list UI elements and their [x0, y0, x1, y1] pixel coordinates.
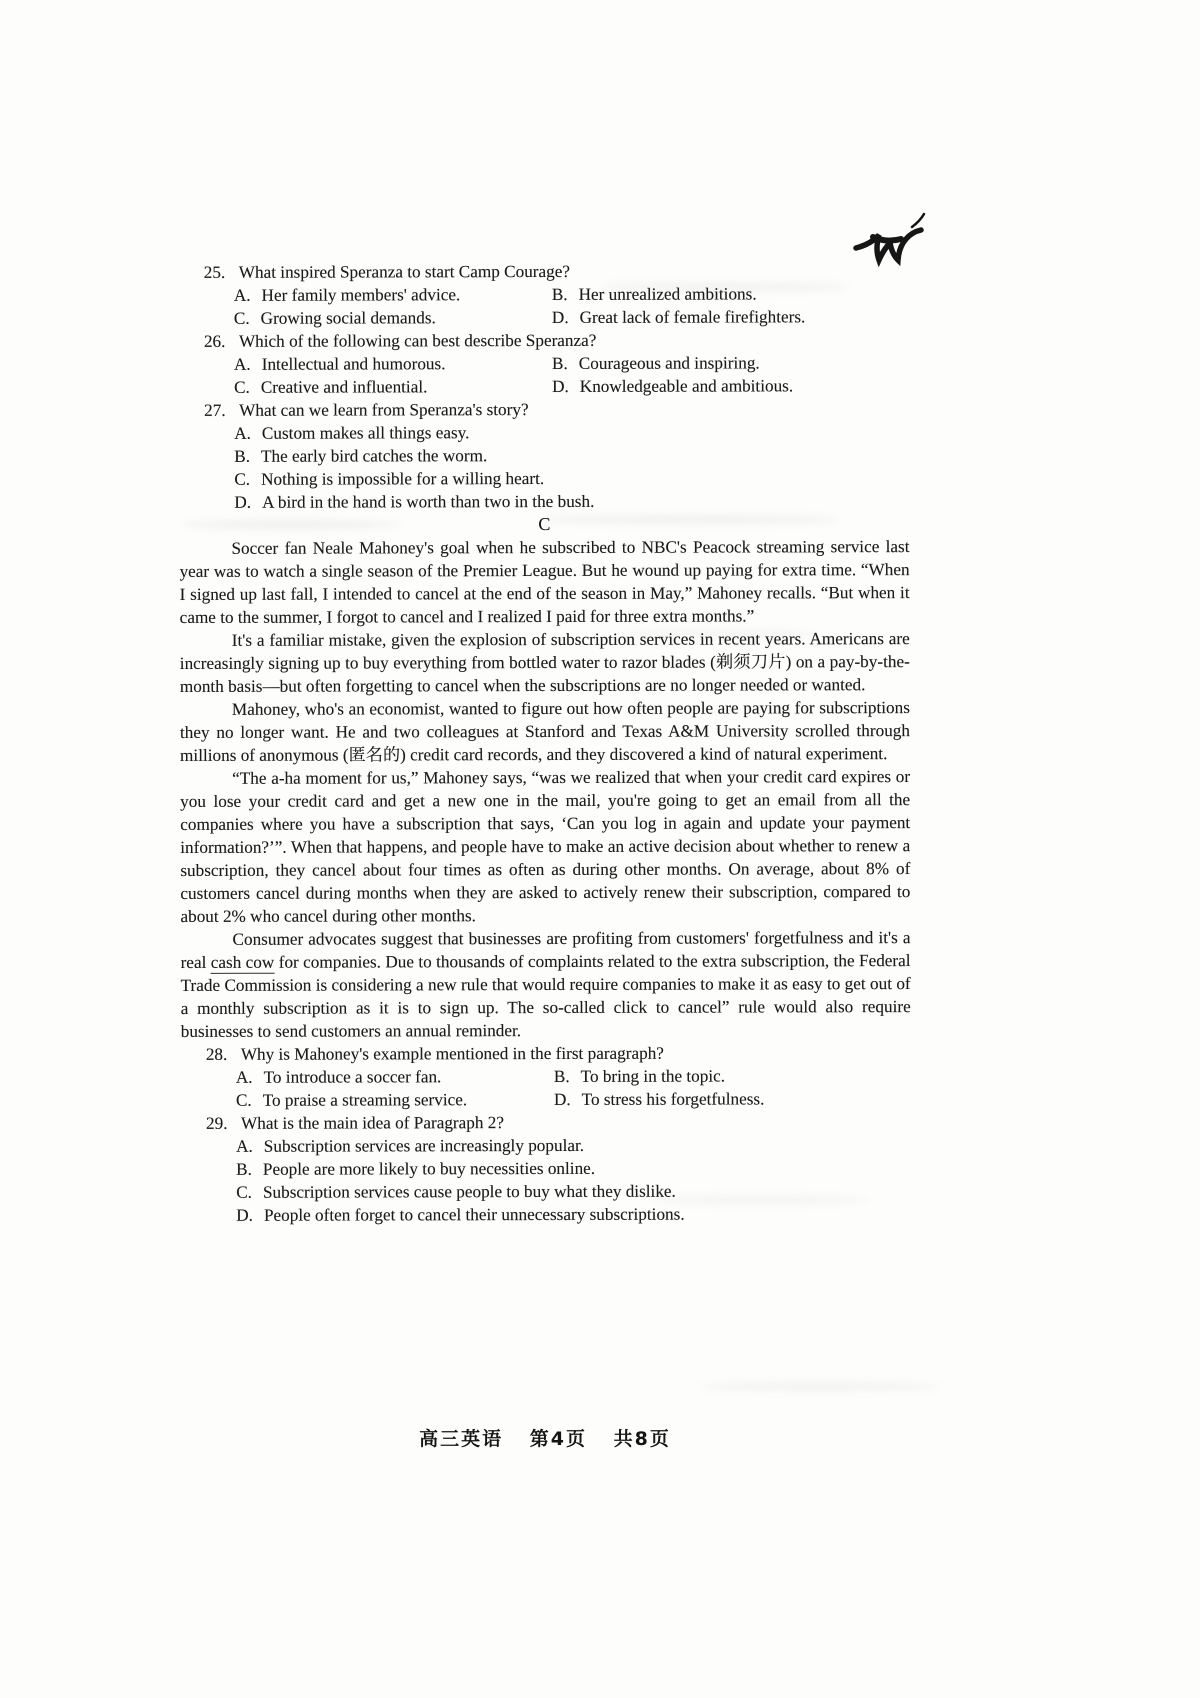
question-number: 25. [203, 262, 226, 282]
option-label: A. [236, 1136, 253, 1156]
question-number: 28. [205, 1044, 228, 1064]
option-label: B. [551, 353, 568, 373]
option-text: Her unrealized ambitions. [578, 284, 757, 304]
option-text: People are more likely to buy necessities online. [262, 1158, 596, 1179]
option-26b [552, 351, 760, 375]
section-c-heading: C [538, 513, 551, 535]
passage-paragraph-4: “The a-ha moment for us,” Mahoney says, “was we realized that when your credit card expires or you lose your credit card and get a new one in the mail, you're going to get an email from all the companies where you have a subscription that says, ‘Can you log in again and update your payment information?’”. When that happens, and people have to make an active decision about whether to renew a subscription, they cancel about four times as often as during other months. On average, about 8% of customers cancel during months when they are asked to actively renew their subscription, compared to about 2% who cancel during other months. [180, 767, 911, 926]
option-text: Knowledgeable and ambitious. [579, 376, 794, 396]
option-label: B. [553, 1066, 570, 1086]
question-prompt: What is the main idea of Paragraph 2? [240, 1113, 504, 1133]
option-25d [552, 305, 805, 329]
option-label: D. [234, 492, 252, 512]
option-29a [236, 1133, 911, 1158]
option-28c [236, 1088, 554, 1112]
question-29 [181, 1110, 911, 1227]
option-text: Courageous and inspiring. [578, 353, 760, 373]
option-27a [234, 420, 909, 445]
option-text: To praise a streaming service. [262, 1090, 468, 1110]
exam-content [179, 259, 912, 1227]
question-27 [179, 397, 909, 514]
underlined-phrase: cash cow [210, 952, 275, 972]
option-text: Creative and influential. [260, 377, 428, 397]
option-text: People often forget to cancel their unnecessary subscriptions. [263, 1204, 685, 1225]
option-label: D. [236, 1205, 253, 1225]
option-label: D. [552, 376, 569, 396]
option-26d [552, 374, 793, 398]
option-label: C. [235, 1090, 252, 1110]
passage-paragraph-5 [180, 926, 910, 1043]
option-text: Subscription services are increasingly popular. [263, 1135, 585, 1156]
footer-page-number: 第4页 [529, 1428, 587, 1450]
option-27b [234, 443, 909, 468]
question-26 [179, 328, 909, 399]
option-28b [554, 1065, 725, 1088]
option-label: D. [553, 1089, 571, 1109]
option-label: A. [233, 285, 251, 305]
option-text: A bird in the hand is worth than two in the bush. [262, 491, 595, 512]
option-text: To stress his forgetfulness. [581, 1089, 765, 1109]
option-29c [236, 1179, 911, 1204]
paragraph-text: Consumer advocates suggest that businesses are profiting from customers' forgetfulness and it's a real [180, 928, 911, 972]
option-25a [234, 283, 552, 307]
option-25c [234, 306, 552, 330]
question-28 [181, 1041, 911, 1112]
question-number: 27. [204, 400, 226, 420]
option-text: Nothing is impossible for a willing heart. [261, 469, 545, 489]
question-prompt: Which of the following can best describe Speranza? [238, 330, 597, 351]
option-text: Custom makes all things easy. [261, 423, 470, 443]
question-25 [179, 259, 909, 330]
question-number: 26. [203, 331, 226, 351]
passage-paragraph-3: Mahoney, who's an economist, wanted to figure out how often people are paying for subscriptions they no longer want. He and two colleagues at Stanford and Texas A&M University scrolled through millions of anonymous (匿名的) credit card records, and they discovered a kind of natural experiment. [179, 698, 910, 765]
option-text: Subscription services cause people to buy what they dislike. [262, 1181, 676, 1202]
scan-smudge [700, 1382, 940, 1391]
question-prompt: What inspired Speranza to start Camp Courage? [238, 261, 571, 282]
option-text: To introduce a soccer fan. [263, 1067, 442, 1087]
option-label: B. [551, 284, 568, 304]
option-label: D. [551, 307, 569, 327]
passage-paragraph-1: Soccer fan Neale Mahoney's goal when he subscribed to NBC's Peacock streaming service last year was to watch a single season of the Premier League. But he wound up paying for extra time. “When I signed up last fall, I intended to cancel at the end of the season in May,” Mahoney recalls. “But when it came to the summer, I forgot to cancel and I realized I paid for three extra months.” [179, 537, 910, 627]
option-text: The early bird catches the worm. [260, 446, 488, 466]
option-label: B. [236, 1159, 252, 1179]
option-26a [234, 352, 552, 376]
option-text: Growing social demands. [260, 308, 436, 328]
option-27d [234, 489, 909, 514]
question-prompt: What can we learn from Speranza's story? [239, 400, 529, 420]
option-label: A. [235, 1067, 253, 1087]
option-label: C. [233, 308, 250, 328]
option-label: A. [234, 423, 251, 443]
option-text: Great lack of female firefighters. [579, 307, 806, 327]
option-29d [236, 1202, 911, 1227]
option-label: C. [236, 1182, 252, 1202]
option-text: Her family members' advice. [261, 285, 461, 305]
option-28a [236, 1065, 554, 1089]
footer-course-label: 高三英语 [419, 1428, 504, 1450]
option-26c [234, 375, 552, 399]
option-label: C. [234, 377, 250, 397]
option-28d [554, 1087, 765, 1111]
option-label: B. [234, 446, 251, 466]
question-number: 29. [205, 1113, 228, 1133]
question-prompt: Why is Mahoney's example mentioned in the first paragraph? [240, 1043, 664, 1064]
option-text: To bring in the topic. [580, 1066, 726, 1086]
passage-paragraph-2: It's a familiar mistake, given the explosion of subscription services in recent years. Americans are increasingly signing up to buy everything from bottled water to razor blades (剃须刀片) on a pay-by-the-month basis—but often forgetting to cancel when the subscriptions are no longer needed or wanted. [179, 629, 910, 696]
option-27c [234, 466, 909, 491]
option-label: A. [233, 354, 251, 374]
footer-total-pages: 共8页 [613, 1428, 671, 1450]
paragraph-text: for companies. Due to thousands of complaints related to the extra subscription, the Federal Trade Commission is considering a new rule that would require companies to make it as easy to get out of a monthly subscription as it is to sign up. The so-called click to cancel” rule would also require businesses to send customers an annual reminder. [180, 951, 911, 1041]
option-label: C. [234, 469, 251, 489]
page-footer [180, 1424, 910, 1451]
option-text: Intellectual and humorous. [261, 354, 446, 374]
option-29b [236, 1156, 911, 1181]
option-25b [552, 282, 757, 306]
